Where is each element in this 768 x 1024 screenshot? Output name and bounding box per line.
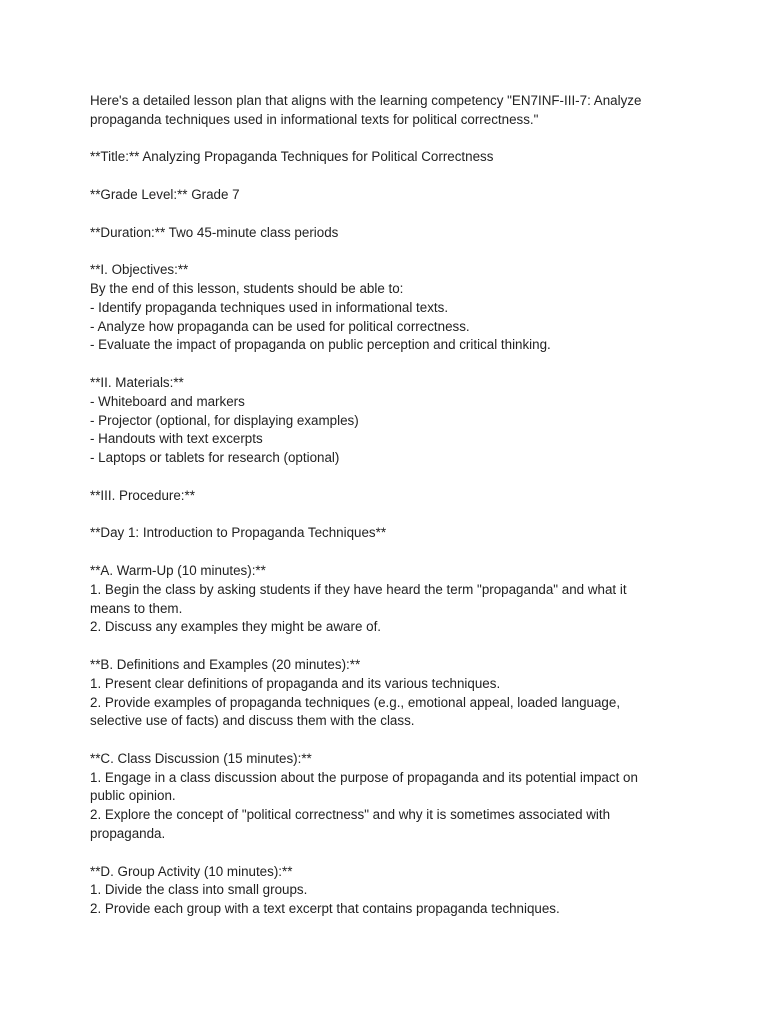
intro-line: propaganda techniques used in informational texts for political correctness." (90, 111, 539, 127)
materials-line: - Whiteboard and markers (90, 393, 245, 409)
intro-paragraph (90, 92, 690, 130)
definitions-line: 1. Present clear definitions of propaganda and its various techniques. (90, 675, 501, 691)
definitions-section (90, 656, 690, 731)
intro-line: Here's a detailed lesson plan that aligns with the learning competency "EN7INF-III-7: Analyze (90, 93, 642, 108)
document-page (90, 92, 690, 938)
warmup-heading: **A. Warm-Up (10 minutes):** (90, 562, 266, 578)
procedure-heading-block (90, 487, 690, 506)
discussion-line: 1. Engage in a class discussion about the purpose of propaganda and its potential impact on (90, 769, 638, 785)
warmup-section (90, 562, 690, 637)
materials-line: - Handouts with text excerpts (90, 431, 263, 447)
day1-heading: **Day 1: Introduction to Propaganda Techniques** (90, 525, 387, 541)
definitions-heading: **B. Definitions and Examples (20 minutes):** (90, 656, 361, 672)
warmup-line: means to them. (90, 600, 183, 616)
definitions-line: 2. Provide examples of propaganda techniques (e.g., emotional appeal, loaded language, (90, 694, 621, 710)
group-activity-section (90, 863, 690, 919)
title-line: **Title:** Analyzing Propaganda Techniques for Political Correctness (90, 149, 494, 165)
materials-section (90, 374, 690, 468)
group-activity-line: 2. Provide each group with a text excerpt that contains propaganda techniques. (90, 901, 560, 917)
grade-level-line: **Grade Level:** Grade 7 (90, 186, 240, 202)
discussion-line: 2. Explore the concept of "political correctness" and why it is sometimes associated with (90, 807, 611, 823)
materials-line: - Laptops or tablets for research (optional) (90, 450, 340, 466)
discussion-line: propaganda. (90, 826, 166, 842)
day1-heading-block (90, 524, 690, 543)
procedure-heading: **III. Procedure:** (90, 487, 195, 503)
objectives-line: - Analyze how propaganda can be used for political correctness. (90, 318, 470, 334)
duration (90, 224, 690, 243)
warmup-line: 2. Discuss any examples they might be aware of. (90, 619, 382, 635)
discussion-line: public opinion. (90, 788, 176, 804)
discussion-heading: **C. Class Discussion (15 minutes):** (90, 750, 312, 766)
materials-heading: **II. Materials:** (90, 374, 184, 390)
group-activity-line: 1. Divide the class into small groups. (90, 882, 308, 898)
materials-line: - Projector (optional, for displaying examples) (90, 412, 359, 428)
objectives-heading: **I. Objectives:** (90, 262, 189, 278)
objectives-line: - Identify propaganda techniques used in informational texts. (90, 299, 449, 315)
group-activity-heading: **D. Group Activity (10 minutes):** (90, 863, 293, 879)
objectives-line: By the end of this lesson, students should be able to: (90, 280, 404, 296)
warmup-line: 1. Begin the class by asking students if they have heard the term "propaganda" and what it (90, 581, 627, 597)
grade-level (90, 186, 690, 205)
definitions-line: selective use of facts) and discuss them with the class. (90, 713, 415, 729)
discussion-section (90, 750, 690, 844)
duration-line: **Duration:** Two 45-minute class periods (90, 224, 339, 240)
objectives-line: - Evaluate the impact of propaganda on public perception and critical thinking. (90, 337, 551, 353)
lesson-title (90, 148, 690, 167)
objectives-section (90, 261, 690, 355)
